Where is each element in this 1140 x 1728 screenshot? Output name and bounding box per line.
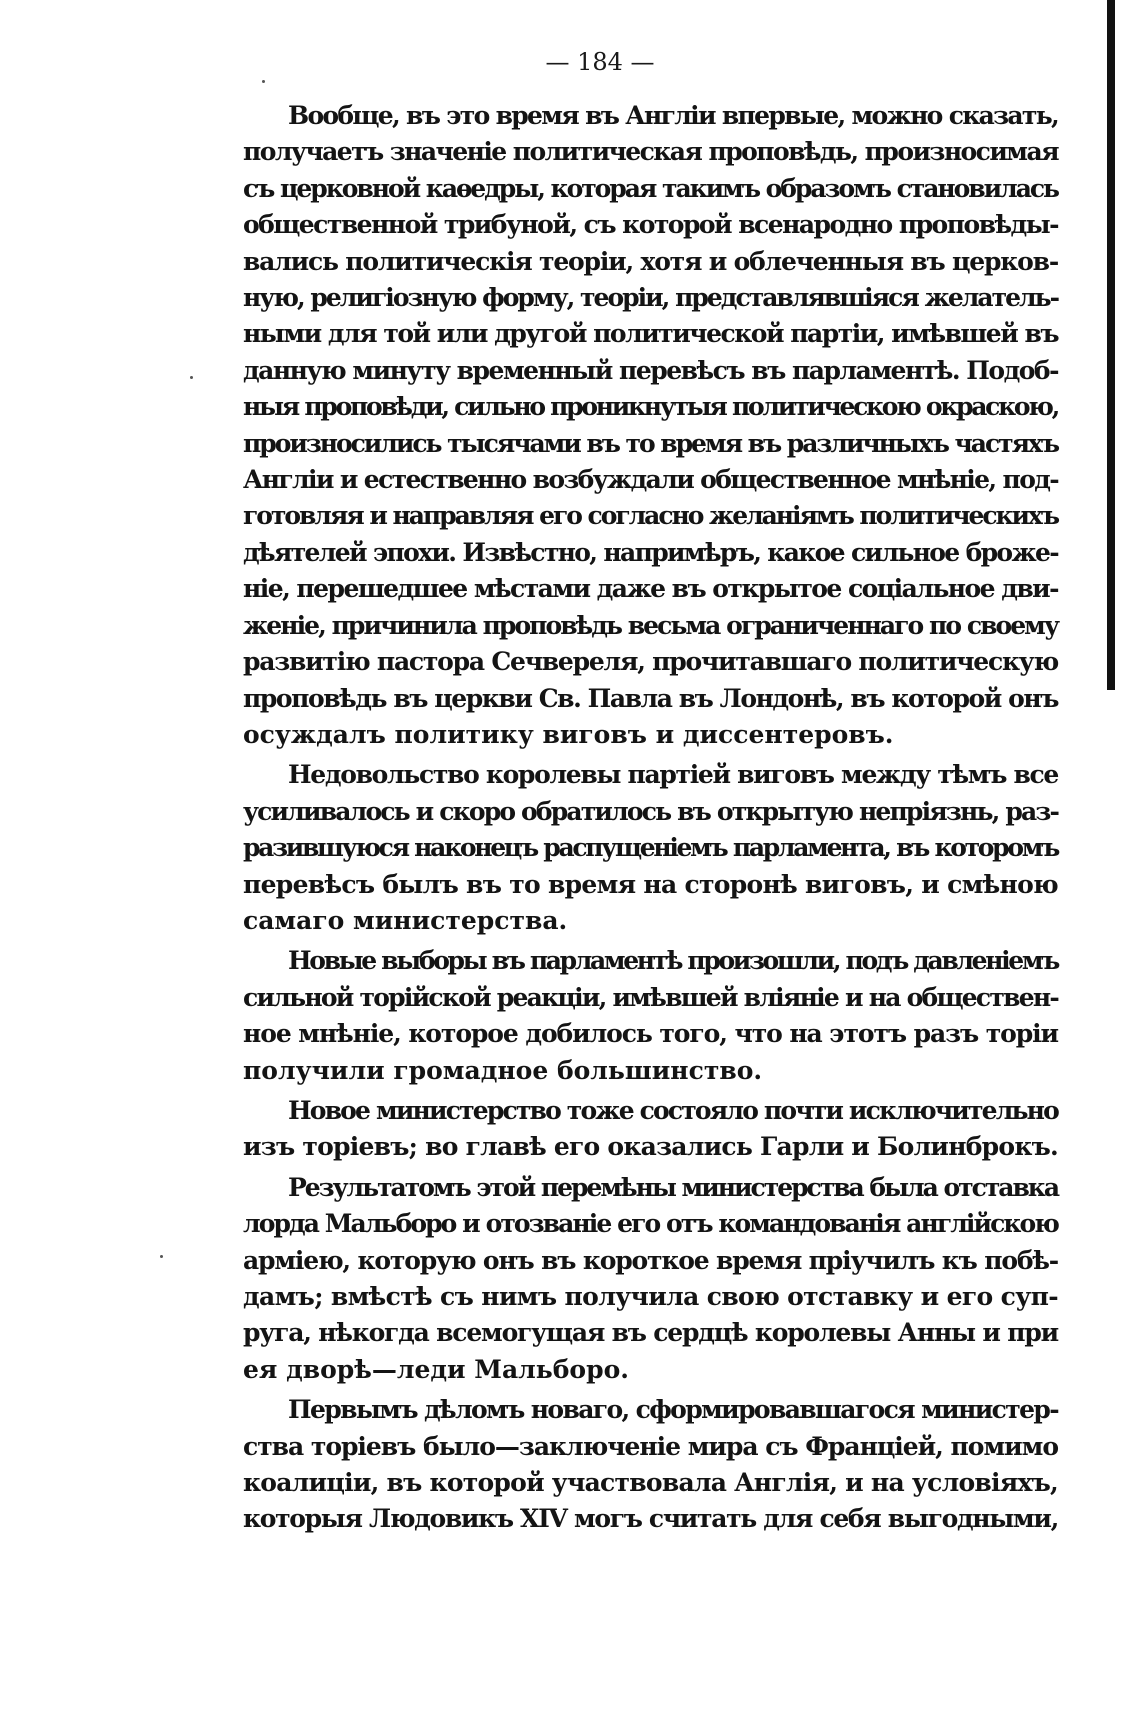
text-line: осуждалъ политику виговъ и диссентеровъ. — [243, 719, 894, 749]
text-line: которыя Людовикъ XIV могъ считать для себя выгодными, — [243, 1504, 1058, 1534]
paragraph — [243, 1392, 1058, 1538]
scan-speck — [190, 376, 193, 379]
scan-speck — [262, 80, 265, 83]
text-line: произносились тысячами въ то время въ различныхъ частяхъ — [243, 428, 1058, 458]
page-number: — 184 — — [545, 48, 655, 76]
text-line: лорда Мальборо и отозванiе его отъ командованiя англiйскою — [243, 1209, 1058, 1239]
paragraph — [243, 757, 1058, 939]
text-line: изъ торiевъ; во главѣ его оказались Гарли и Болинброкъ. — [243, 1132, 1058, 1162]
text-line: дѣятелей эпохи. Извѣстно, напримѣръ, какое сильное броже- — [243, 537, 1058, 567]
text-line: ными для той или другой политической партiи, имѣвшей въ — [243, 319, 1059, 349]
text-line: Англiи и естественно возбуждали общественное мнѣнiе, под- — [243, 465, 1058, 495]
text-line: перевѣсъ былъ въ то время на сторонѣ виговъ, и смѣною — [243, 869, 1058, 899]
text-line: ное мнѣнiе, которое добилось того, что на этотъ разъ торiи — [243, 1019, 1058, 1049]
text-line: получили громадное большинство. — [243, 1055, 763, 1085]
text-line: Вообще, въ это время въ Англiи впервые, можно сказать, — [288, 101, 1058, 130]
text-line: съ церковной каѳедры, которая такимъ образомъ становилась — [243, 173, 1058, 203]
text-line: развитiю пастора Сечвереля, прочитавшаго политическую — [243, 647, 1058, 677]
text-line: вались политическiя теорiи, хотя и облеченныя въ церков- — [243, 246, 1058, 276]
text-line: ея дворѣ—леди Мальборо. — [243, 1354, 629, 1384]
paragraph — [243, 1093, 1058, 1166]
binding-edge — [1107, 0, 1115, 690]
text-line: проповѣдь въ церкви Св. Павла въ Лондонѣ, въ которой онъ — [243, 683, 1058, 713]
text-line: нiе, перешедшее мѣстами даже въ открытое соцiальное дви- — [243, 574, 1058, 604]
text-line: армiею, которую онъ въ короткое время прiучилъ къ побѣ- — [243, 1245, 1058, 1275]
text-line: сильной торiйской реакцiи, имѣвшей влiянiе и на обществен- — [243, 982, 1058, 1012]
text-line: дамъ; вмѣстѣ съ нимъ получила свою отставку и его суп- — [243, 1282, 1058, 1311]
text-line: Первымъ дѣломъ новаго, сформировавшагося министер- — [288, 1395, 1058, 1425]
text-line: коалицiи, въ которой участвовала Англiя, и на условiяхъ, — [243, 1468, 1058, 1498]
text-line: получаетъ значенiе политическая проповѣдь, произносимая — [243, 137, 1058, 167]
text-line: Новое министерство тоже состояло почти исключительно — [288, 1095, 1058, 1125]
text-line: усиливалось и скоро обратилось въ открытую непрiязнь, раз- — [243, 796, 1058, 826]
text-line: разившуюся наконецъ распущенiемъ парламента, въ которомъ — [243, 833, 1058, 863]
text-line: ную, религiозную форму, теорiи, представлявшiяся желатель- — [243, 283, 1058, 313]
body-text — [243, 98, 1058, 1542]
paragraph — [243, 943, 1058, 1089]
text-line: готовляя и направляя его согласно желанiямъ политическихъ — [243, 501, 1058, 531]
scan-speck — [160, 1255, 163, 1258]
text-line: Недовольство королевы партiей виговъ между тѣмъ все — [288, 760, 1058, 790]
text-line: данную минуту временный перевѣсъ въ парламентѣ. Подоб- — [243, 355, 1058, 385]
text-line: Результатомъ этой перемѣны министерства была отставка — [288, 1172, 1058, 1202]
text-line: Новые выборы въ парламентѣ произошли, подъ давленiемъ — [288, 946, 1058, 976]
paragraph — [243, 1170, 1058, 1388]
text-line: ныя проповѣди, сильно проникнутыя политическою окраскою, — [243, 392, 1058, 422]
text-line: самаго министерства. — [243, 905, 568, 935]
text-line: женiе, причинила проповѣдь весьма ограниченнаго по своему — [243, 610, 1058, 640]
paragraph — [243, 98, 1058, 753]
text-line: ства торiевъ было—заключенiе мира съ Францiей, помимо — [243, 1431, 1058, 1461]
text-line: руга, нѣкогда всемогущая въ сердцѣ королевы Анны и при — [243, 1318, 1058, 1348]
text-line: общественной трибуной, съ которой всенародно проповѣды- — [243, 210, 1058, 240]
